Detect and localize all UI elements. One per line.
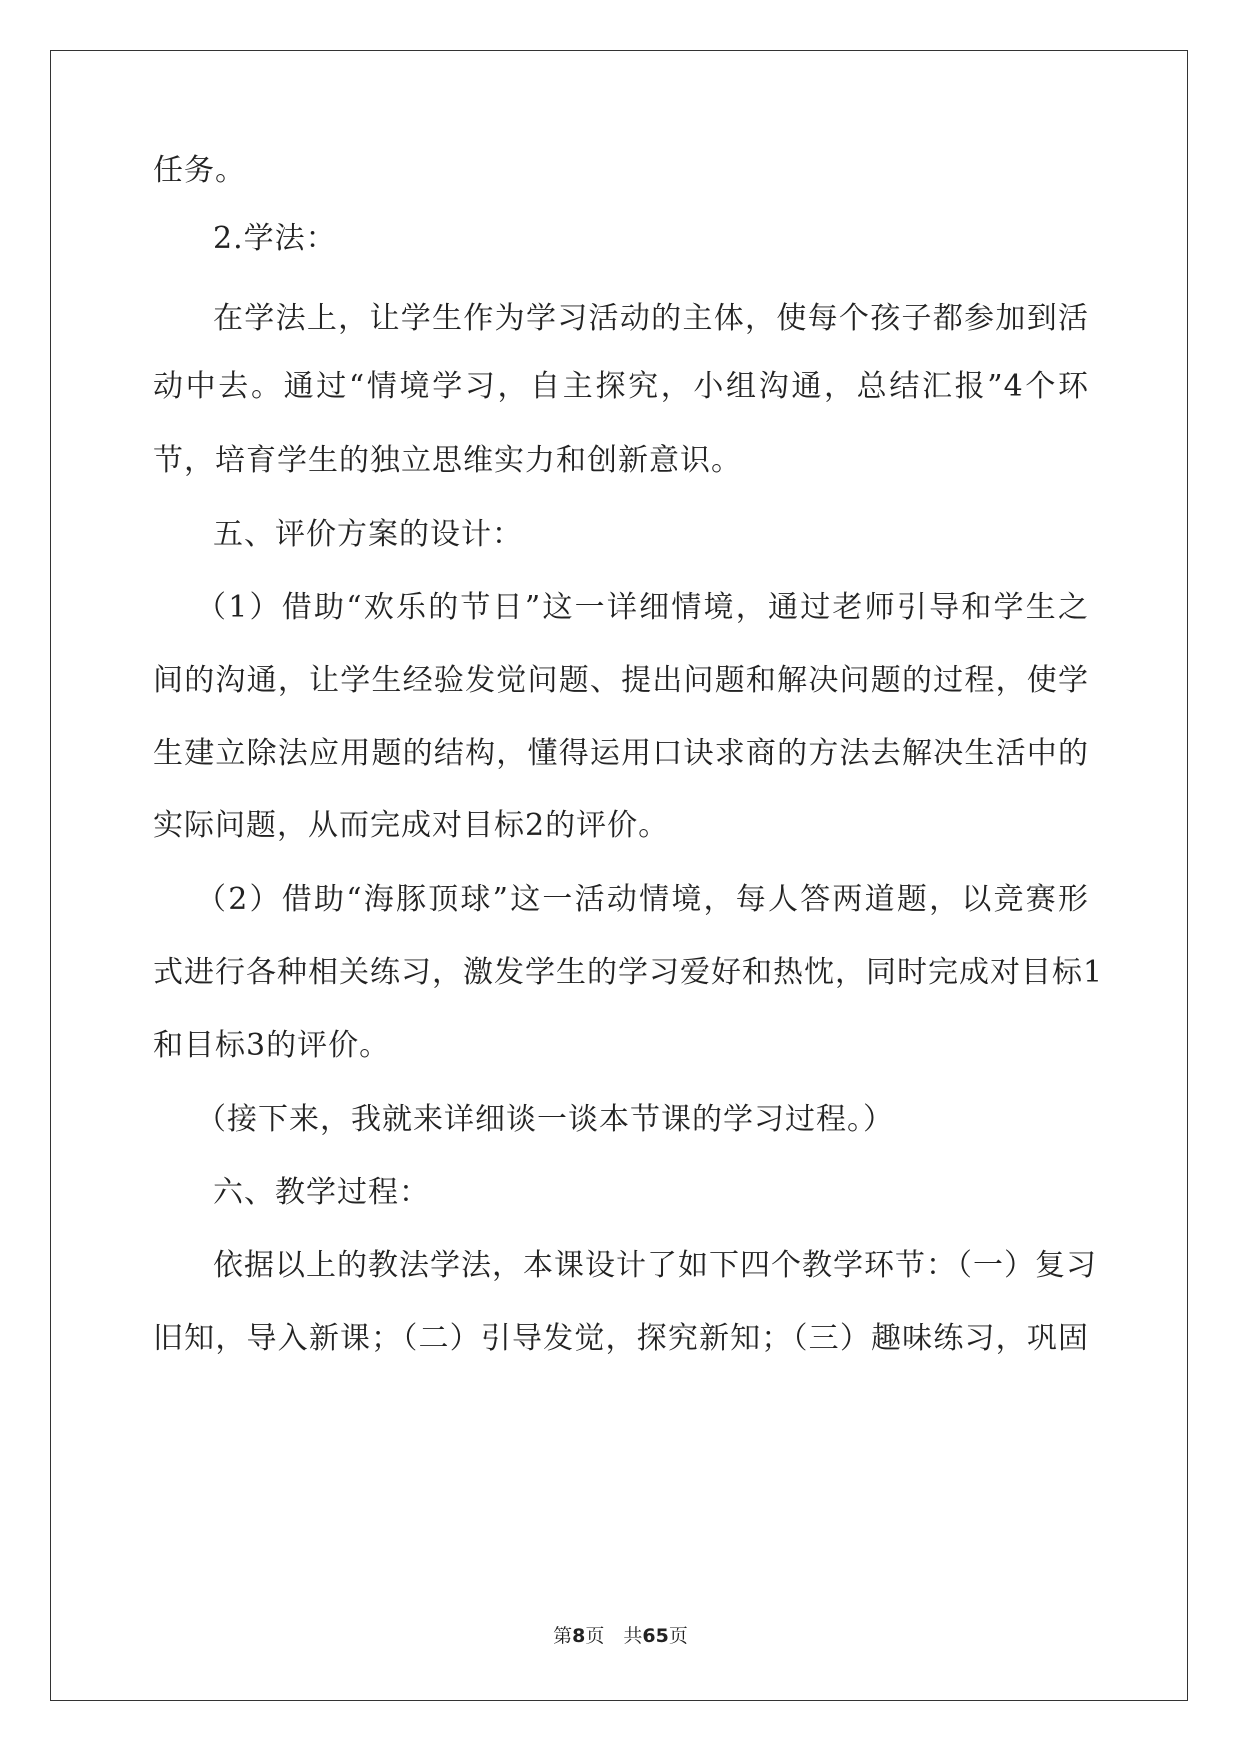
text-line: 节，培育学生的独立思维实力和创新意识。	[153, 443, 742, 478]
section-heading: 2.学法：	[213, 221, 337, 256]
section-heading: 五、评价方案的设计：	[213, 517, 523, 552]
text-line: 式进行各种相关练习，激发学生的学习爱好和热忱，同时完成对目标1	[153, 955, 1104, 990]
text-line: 依据以上的教法学法，本课设计了如下四个教学环节：（一）复习	[213, 1248, 1097, 1283]
text-line: （接下来，我就来详细谈一谈本节课的学习过程。）	[196, 1102, 894, 1137]
text-line: 动中去。通过“情境学习，自主探究，小组沟通，总结汇报”4个环	[153, 369, 1089, 404]
footer-suffix: 页	[668, 1625, 688, 1647]
text-line: 实际问题，从而完成对目标2的评价。	[153, 808, 670, 843]
page-footer	[0, 1622, 1241, 1650]
text-line: 间的沟通，让学生经验发觉问题、提出问题和解决问题的过程，使学	[153, 663, 1089, 698]
text-line: （1）借助“欢乐的节日”这一详细情境，通过老师引导和学生之	[196, 590, 1089, 625]
footer-page-number: 8	[572, 1625, 586, 1647]
text-line: 旧知，导入新课；（二）引导发觉，探究新知；（三）趣味练习，巩固	[153, 1321, 1089, 1356]
footer-mid: 页 共	[585, 1625, 643, 1647]
text-line: 和目标3的评价。	[153, 1028, 391, 1063]
text-line: 在学法上，让学生作为学习活动的主体，使每个孩子都参加到活	[213, 301, 1089, 336]
text-line: 生建立除法应用题的结构，懂得运用口诀求商的方法去解决生活中的	[153, 736, 1089, 771]
text-line: 任务。	[153, 153, 246, 188]
text-line: （2）借助“海豚顶球”这一活动情境，每人答两道题，以竞赛形	[196, 882, 1089, 917]
footer-prefix: 第	[553, 1625, 573, 1647]
section-heading: 六、教学过程：	[213, 1175, 430, 1210]
footer-total-pages: 65	[642, 1625, 669, 1647]
